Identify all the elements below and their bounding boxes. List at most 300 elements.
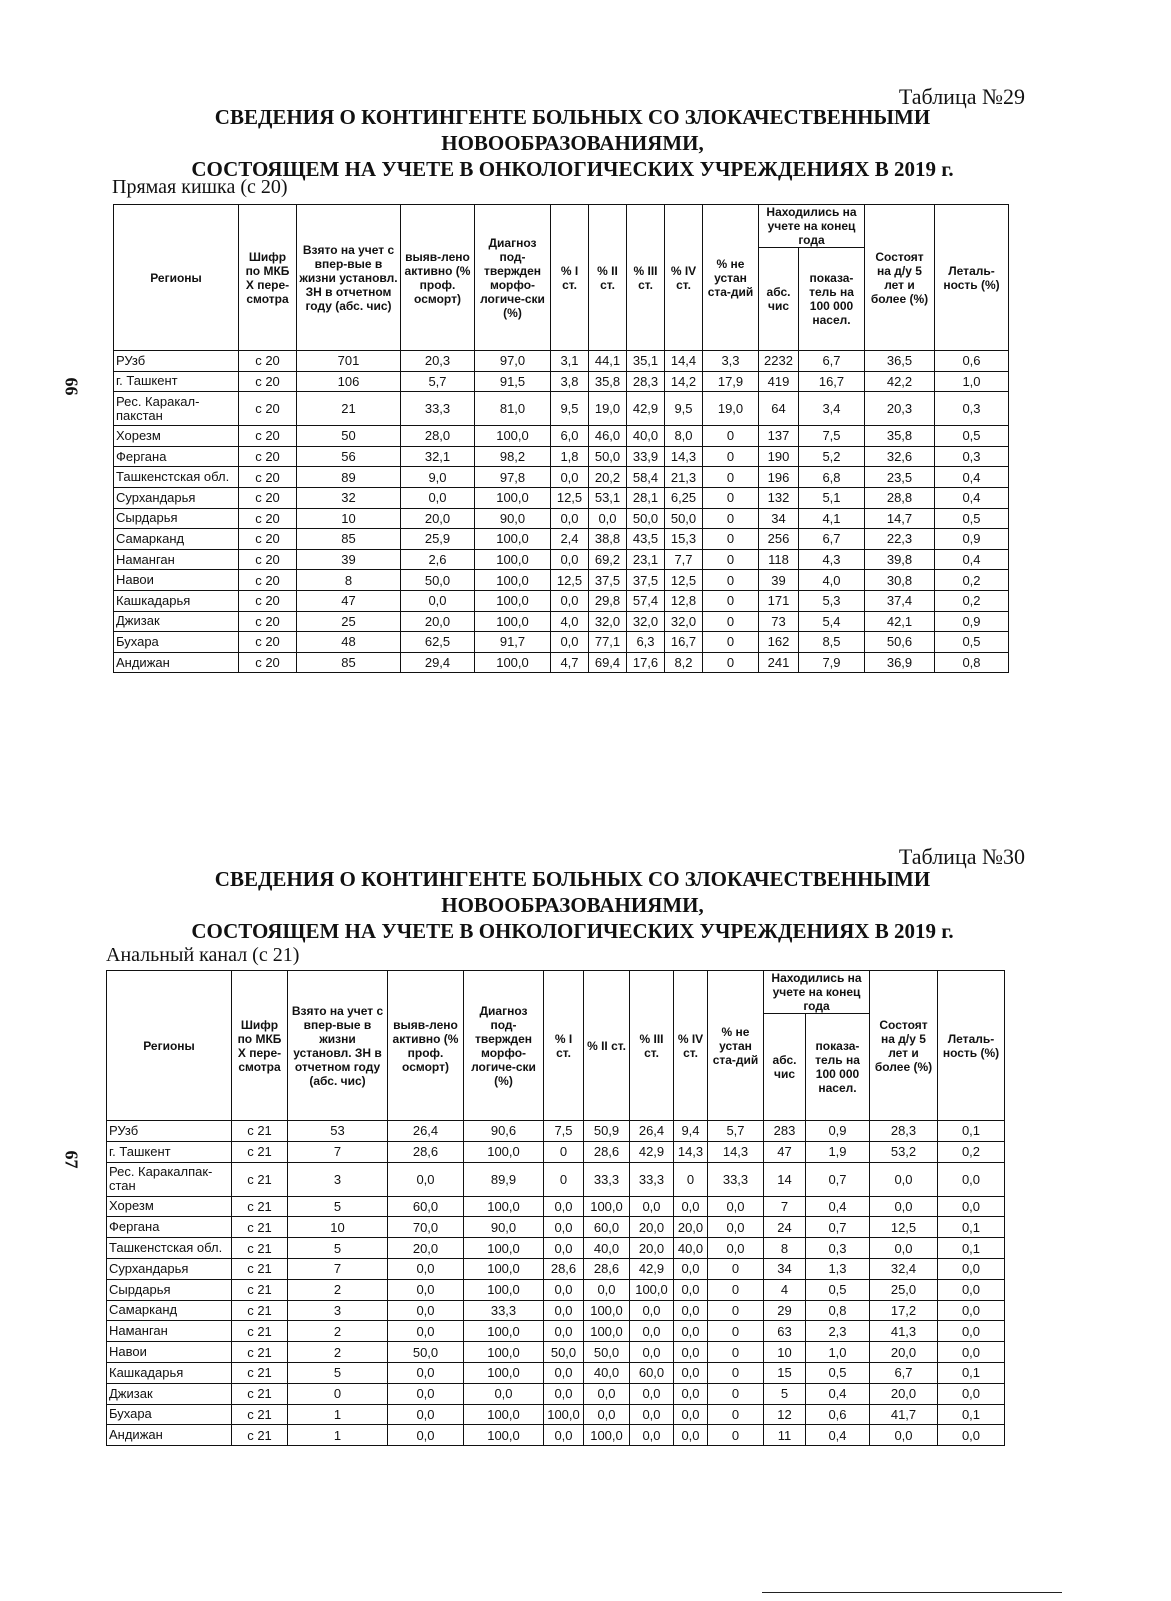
cell-five-years: 25,0 <box>870 1279 938 1300</box>
cell-region: Сырдарья <box>107 1279 232 1300</box>
cell-lethality: 1,0 <box>935 371 1009 392</box>
header-registered-end-year: Находились на учете на конец года <box>764 971 870 1014</box>
cell-stage-3: 58,4 <box>627 467 665 488</box>
cell-lethality: 0,2 <box>935 590 1009 611</box>
header-abs: абс. чис <box>764 1014 806 1121</box>
cell-registered-abs: 190 <box>759 446 799 467</box>
cell-stage-2: 0,0 <box>584 1279 630 1300</box>
cell-region: Рес. Каракалпак-стан <box>107 1162 232 1196</box>
cell-lethality: 0,4 <box>935 487 1009 508</box>
cell-stage-1: 4,7 <box>551 652 589 673</box>
cell-active-detection: 0,0 <box>388 1425 464 1446</box>
cell-registered-abs: 283 <box>764 1121 806 1142</box>
table-row <box>107 1121 1005 1142</box>
table-number: Таблица №30 <box>898 844 1025 869</box>
cell-stage-3: 60,0 <box>630 1362 674 1383</box>
cell-active-detection: 0,0 <box>388 1258 464 1279</box>
header-mkb-code: Шифр по МКБ X пере-смотра <box>232 971 288 1121</box>
cell-morph-confirmed: 100,0 <box>475 549 551 570</box>
cell-per-100k: 0,6 <box>806 1404 870 1425</box>
cell-stage-unknown: 0 <box>703 549 759 570</box>
cell-stage-3: 50,0 <box>627 508 665 529</box>
footer-rule <box>762 1592 1062 1593</box>
cell-mkb-code: с 21 <box>232 1238 288 1259</box>
cell-mkb-code: с 20 <box>239 611 297 632</box>
cell-stage-4: 0,0 <box>674 1300 708 1321</box>
header-5-years: Состоят на д/у 5 лет и более (%) <box>865 205 935 351</box>
cell-mkb-code: с 21 <box>232 1258 288 1279</box>
cell-five-years: 35,8 <box>865 426 935 447</box>
cell-stage-2: 35,8 <box>589 371 627 392</box>
table-row <box>107 1217 1005 1238</box>
cell-stage-unknown: 0,0 <box>708 1196 764 1217</box>
cell-mkb-code: с 20 <box>239 487 297 508</box>
cell-new-cases: 10 <box>297 508 401 529</box>
cell-registered-abs: 34 <box>764 1258 806 1279</box>
cell-region: РУзб <box>114 351 239 372</box>
table-title-line-2: СОСТОЯЩЕМ НА УЧЕТЕ В ОНКОЛОГИЧЕСКИХ УЧРЕЖДЕНИЯХ В 2019 г. <box>191 157 954 181</box>
cell-stage-2: 69,4 <box>589 652 627 673</box>
cell-five-years: 0,0 <box>870 1238 938 1259</box>
cell-registered-abs: 29 <box>764 1300 806 1321</box>
header-morph-confirmed: Диагноз под-твержден морфо-логиче-ски (%) <box>475 205 551 351</box>
cell-per-100k: 0,8 <box>806 1300 870 1321</box>
cell-stage-3: 33,3 <box>630 1162 674 1196</box>
header-stage-2: % II ст. <box>589 205 627 351</box>
cell-lethality: 0,0 <box>938 1321 1005 1342</box>
cell-new-cases: 5 <box>288 1196 388 1217</box>
cell-lethality: 0,0 <box>938 1279 1005 1300</box>
cell-stage-3: 0,0 <box>630 1196 674 1217</box>
cell-lethality: 0,0 <box>938 1258 1005 1279</box>
cell-registered-abs: 8 <box>764 1238 806 1259</box>
cell-morph-confirmed: 100,0 <box>475 570 551 591</box>
cell-morph-confirmed: 100,0 <box>475 426 551 447</box>
cell-stage-2: 40,0 <box>584 1238 630 1259</box>
cell-stage-1: 28,6 <box>544 1258 584 1279</box>
cell-new-cases: 85 <box>297 529 401 550</box>
cell-active-detection: 25,9 <box>401 529 475 550</box>
cell-active-detection: 20,0 <box>401 611 475 632</box>
table-row <box>114 351 1009 372</box>
cell-morph-confirmed: 100,0 <box>464 1425 544 1446</box>
cell-stage-1: 0,0 <box>544 1321 584 1342</box>
table-row <box>114 570 1009 591</box>
header-5-years: Состоят на д/у 5 лет и более (%) <box>870 971 938 1121</box>
cell-active-detection: 0,0 <box>388 1404 464 1425</box>
data-table-29 <box>113 204 1009 673</box>
cell-stage-4: 0,0 <box>674 1383 708 1404</box>
cell-new-cases: 21 <box>297 392 401 426</box>
cell-stage-1: 0,0 <box>551 549 589 570</box>
cell-morph-confirmed: 81,0 <box>475 392 551 426</box>
cell-stage-unknown: 14,3 <box>708 1141 764 1162</box>
cell-new-cases: 5 <box>288 1362 388 1383</box>
cell-mkb-code: с 21 <box>232 1425 288 1446</box>
cell-stage-2: 37,5 <box>589 570 627 591</box>
cell-stage-1: 0,0 <box>544 1362 584 1383</box>
cell-stage-1: 0,0 <box>544 1238 584 1259</box>
header-active-detection: выяв-лено активно (% проф. осморт) <box>401 205 475 351</box>
cell-active-detection: 20,0 <box>401 508 475 529</box>
cell-stage-unknown: 0 <box>703 508 759 529</box>
header-stage-1: % I ст. <box>551 205 589 351</box>
cell-new-cases: 5 <box>288 1238 388 1259</box>
cell-morph-confirmed: 100,0 <box>464 1141 544 1162</box>
cell-registered-abs: 256 <box>759 529 799 550</box>
cell-registered-abs: 73 <box>759 611 799 632</box>
cell-stage-unknown: 0 <box>703 467 759 488</box>
header-abs: абс. чис <box>759 248 799 351</box>
header-stage-unknown: % не устан ста-дий <box>703 205 759 351</box>
cell-stage-2: 29,8 <box>589 590 627 611</box>
cell-stage-3: 33,9 <box>627 446 665 467</box>
cell-stage-1: 0 <box>544 1162 584 1196</box>
cell-lethality: 0,0 <box>938 1425 1005 1446</box>
cell-stage-3: 35,1 <box>627 351 665 372</box>
cell-stage-3: 0,0 <box>630 1342 674 1363</box>
cell-five-years: 20,0 <box>870 1342 938 1363</box>
cell-five-years: 37,4 <box>865 590 935 611</box>
cell-mkb-code: с 21 <box>232 1141 288 1162</box>
cell-stage-unknown: 19,0 <box>703 392 759 426</box>
cell-region: РУзб <box>107 1121 232 1142</box>
cell-stage-unknown: 0 <box>703 426 759 447</box>
cell-new-cases: 7 <box>288 1141 388 1162</box>
cell-mkb-code: с 21 <box>232 1217 288 1238</box>
cell-lethality: 0,5 <box>935 632 1009 653</box>
cell-region: г. Ташкент <box>107 1141 232 1162</box>
cell-lethality: 0,4 <box>935 549 1009 570</box>
cell-stage-3: 6,3 <box>627 632 665 653</box>
cell-mkb-code: с 21 <box>232 1121 288 1142</box>
cell-stage-1: 12,5 <box>551 570 589 591</box>
cell-lethality: 0,2 <box>938 1141 1005 1162</box>
cell-five-years: 6,7 <box>870 1362 938 1383</box>
cell-per-100k: 0,5 <box>806 1362 870 1383</box>
cell-active-detection: 33,3 <box>401 392 475 426</box>
cell-stage-unknown: 33,3 <box>708 1162 764 1196</box>
table-row <box>107 1383 1005 1404</box>
cell-stage-1: 1,8 <box>551 446 589 467</box>
cell-region: Наманган <box>107 1321 232 1342</box>
cell-region: Хорезм <box>114 426 239 447</box>
table-row <box>114 371 1009 392</box>
cell-five-years: 53,2 <box>870 1141 938 1162</box>
cell-region: Сурхандарья <box>107 1258 232 1279</box>
cell-mkb-code: с 20 <box>239 351 297 372</box>
header-morph-confirmed: Диагноз под-твержден морфо-логиче-ски (%) <box>464 971 544 1121</box>
cell-new-cases: 1 <box>288 1425 388 1446</box>
cell-morph-confirmed: 89,9 <box>464 1162 544 1196</box>
cell-stage-2: 19,0 <box>589 392 627 426</box>
cell-five-years: 28,8 <box>865 487 935 508</box>
cell-active-detection: 32,1 <box>401 446 475 467</box>
cell-region: Андижан <box>107 1425 232 1446</box>
cell-morph-confirmed: 90,6 <box>464 1121 544 1142</box>
cell-active-detection: 60,0 <box>388 1196 464 1217</box>
cell-registered-abs: 34 <box>759 508 799 529</box>
cell-stage-3: 43,5 <box>627 529 665 550</box>
cell-per-100k: 5,3 <box>799 590 865 611</box>
cell-stage-4: 0,0 <box>674 1196 708 1217</box>
cell-per-100k: 1,3 <box>806 1258 870 1279</box>
cell-active-detection: 5,7 <box>401 371 475 392</box>
cell-stage-1: 0,0 <box>544 1300 584 1321</box>
cell-stage-3: 23,1 <box>627 549 665 570</box>
cell-stage-2: 100,0 <box>584 1425 630 1446</box>
table-number: Таблица №29 <box>898 84 1025 109</box>
cell-stage-unknown: 0 <box>708 1300 764 1321</box>
cell-per-100k: 0,5 <box>806 1279 870 1300</box>
cell-stage-unknown: 0,0 <box>708 1217 764 1238</box>
cell-lethality: 0,2 <box>935 570 1009 591</box>
cell-stage-unknown: 17,9 <box>703 371 759 392</box>
cell-stage-3: 32,0 <box>627 611 665 632</box>
cell-stage-4: 8,2 <box>665 652 703 673</box>
table-title-line-2: СОСТОЯЩЕМ НА УЧЕТЕ В ОНКОЛОГИЧЕСКИХ УЧРЕЖДЕНИЯХ В 2019 г. <box>191 919 954 943</box>
header-new-cases: Взято на учет с впер-вые в жизни установл. ЗН в отчетном году (абс. чис) <box>297 205 401 351</box>
cell-registered-abs: 15 <box>764 1362 806 1383</box>
cell-stage-unknown: 0 <box>708 1404 764 1425</box>
cell-stage-3: 28,1 <box>627 487 665 508</box>
cell-five-years: 20,3 <box>865 392 935 426</box>
cell-region: Ташкенстская обл. <box>114 467 239 488</box>
cell-per-100k: 3,4 <box>799 392 865 426</box>
cell-per-100k: 16,7 <box>799 371 865 392</box>
cell-morph-confirmed: 100,0 <box>464 1404 544 1425</box>
table-row <box>107 1362 1005 1383</box>
cell-stage-4: 9,4 <box>674 1121 708 1142</box>
cell-stage-4: 7,7 <box>665 549 703 570</box>
cell-five-years: 32,6 <box>865 446 935 467</box>
cell-stage-2: 50,0 <box>589 446 627 467</box>
cell-per-100k: 0,4 <box>806 1425 870 1446</box>
cell-stage-3: 37,5 <box>627 570 665 591</box>
table-row <box>107 1258 1005 1279</box>
cell-stage-4: 0,0 <box>674 1404 708 1425</box>
cell-region: Бухара <box>107 1404 232 1425</box>
cell-stage-4: 0,0 <box>674 1279 708 1300</box>
cell-morph-confirmed: 33,3 <box>464 1300 544 1321</box>
cell-five-years: 22,3 <box>865 529 935 550</box>
cell-stage-4: 0 <box>674 1162 708 1196</box>
cell-stage-2: 100,0 <box>584 1321 630 1342</box>
cell-lethality: 0,3 <box>935 392 1009 426</box>
cell-mkb-code: с 21 <box>232 1404 288 1425</box>
cell-stage-4: 16,7 <box>665 632 703 653</box>
cell-morph-confirmed: 100,0 <box>464 1362 544 1383</box>
cell-stage-1: 0,0 <box>551 508 589 529</box>
cell-registered-abs: 63 <box>764 1321 806 1342</box>
cell-stage-4: 20,0 <box>674 1217 708 1238</box>
cell-stage-3: 0,0 <box>630 1425 674 1446</box>
cell-stage-4: 0,0 <box>674 1362 708 1383</box>
cell-morph-confirmed: 100,0 <box>475 652 551 673</box>
cell-stage-2: 50,9 <box>584 1121 630 1142</box>
cell-stage-1: 2,4 <box>551 529 589 550</box>
cell-active-detection: 0,0 <box>401 590 475 611</box>
cell-stage-3: 0,0 <box>630 1383 674 1404</box>
cell-stage-4: 32,0 <box>665 611 703 632</box>
cell-stage-3: 17,6 <box>627 652 665 673</box>
cell-active-detection: 28,6 <box>388 1141 464 1162</box>
cell-stage-1: 0 <box>544 1141 584 1162</box>
table-title-line-1: СВЕДЕНИЯ О КОНТИНГЕНТЕ БОЛЬНЫХ СО ЗЛОКАЧЕСТВЕННЫМИ НОВООБРАЗОВАНИЯМИ, <box>214 105 931 155</box>
cell-stage-1: 3,1 <box>551 351 589 372</box>
cell-mkb-code: с 20 <box>239 529 297 550</box>
cell-stage-4: 14,2 <box>665 371 703 392</box>
cell-active-detection: 62,5 <box>401 632 475 653</box>
cell-per-100k: 2,3 <box>806 1321 870 1342</box>
cell-registered-abs: 24 <box>764 1217 806 1238</box>
cell-morph-confirmed: 91,7 <box>475 632 551 653</box>
cell-stage-2: 50,0 <box>584 1342 630 1363</box>
cell-morph-confirmed: 100,0 <box>475 487 551 508</box>
cell-new-cases: 48 <box>297 632 401 653</box>
cell-stage-2: 100,0 <box>584 1300 630 1321</box>
cell-active-detection: 70,0 <box>388 1217 464 1238</box>
cell-stage-4: 0,0 <box>674 1321 708 1342</box>
header-stage-4: % IV ст. <box>665 205 703 351</box>
cell-per-100k: 0,7 <box>806 1217 870 1238</box>
table-row <box>114 529 1009 550</box>
cell-new-cases: 32 <box>297 487 401 508</box>
cell-morph-confirmed: 100,0 <box>464 1342 544 1363</box>
cell-stage-1: 0,0 <box>551 632 589 653</box>
cell-five-years: 32,4 <box>870 1258 938 1279</box>
cell-stage-unknown: 0 <box>708 1383 764 1404</box>
cell-five-years: 41,7 <box>870 1404 938 1425</box>
cell-morph-confirmed: 100,0 <box>475 590 551 611</box>
table-row <box>107 1196 1005 1217</box>
cell-lethality: 0,1 <box>938 1217 1005 1238</box>
cell-stage-2: 69,2 <box>589 549 627 570</box>
cell-lethality: 0,1 <box>938 1404 1005 1425</box>
table-row <box>114 590 1009 611</box>
cell-mkb-code: с 21 <box>232 1362 288 1383</box>
cell-per-100k: 1,0 <box>806 1342 870 1363</box>
cell-registered-abs: 47 <box>764 1141 806 1162</box>
cell-per-100k: 7,9 <box>799 652 865 673</box>
cell-active-detection: 2,6 <box>401 549 475 570</box>
cell-new-cases: 10 <box>288 1217 388 1238</box>
cell-lethality: 0,1 <box>938 1362 1005 1383</box>
cell-active-detection: 0,0 <box>388 1162 464 1196</box>
cell-region: Кашкадарья <box>107 1362 232 1383</box>
cell-active-detection: 0,0 <box>388 1383 464 1404</box>
cell-stage-unknown: 0 <box>703 529 759 550</box>
cell-mkb-code: с 21 <box>232 1162 288 1196</box>
cell-stage-2: 100,0 <box>584 1196 630 1217</box>
cell-new-cases: 2 <box>288 1279 388 1300</box>
cell-stage-2: 28,6 <box>584 1141 630 1162</box>
cell-mkb-code: с 21 <box>232 1342 288 1363</box>
cell-five-years: 36,9 <box>865 652 935 673</box>
cell-stage-2: 32,0 <box>589 611 627 632</box>
cell-region: Хорезм <box>107 1196 232 1217</box>
cell-stage-4: 15,3 <box>665 529 703 550</box>
cell-registered-abs: 171 <box>759 590 799 611</box>
cell-stage-2: 0,0 <box>589 508 627 529</box>
cell-new-cases: 25 <box>297 611 401 632</box>
cell-active-detection: 20,0 <box>388 1238 464 1259</box>
cell-stage-unknown: 0 <box>708 1258 764 1279</box>
cell-five-years: 36,5 <box>865 351 935 372</box>
cell-per-100k: 0,7 <box>806 1162 870 1196</box>
cell-region: Джизак <box>107 1383 232 1404</box>
cell-stage-4: 12,8 <box>665 590 703 611</box>
cell-stage-3: 100,0 <box>630 1279 674 1300</box>
cell-stage-unknown: 0 <box>703 487 759 508</box>
cell-morph-confirmed: 91,5 <box>475 371 551 392</box>
header-stage-3: % III ст. <box>630 971 674 1121</box>
cell-region: Самарканд <box>114 529 239 550</box>
cell-registered-abs: 137 <box>759 426 799 447</box>
cell-five-years: 0,0 <box>870 1162 938 1196</box>
cell-stage-1: 0,0 <box>544 1196 584 1217</box>
cell-stage-1: 50,0 <box>544 1342 584 1363</box>
cell-new-cases: 3 <box>288 1300 388 1321</box>
cell-per-100k: 6,8 <box>799 467 865 488</box>
page-number-67: 67 <box>61 1150 82 1169</box>
table-row <box>114 467 1009 488</box>
table-subtitle: Прямая кишка (с 20) <box>112 176 288 198</box>
header-stage-2: % II ст. <box>584 971 630 1121</box>
cell-stage-unknown: 0 <box>703 652 759 673</box>
cell-registered-abs: 12 <box>764 1404 806 1425</box>
cell-new-cases: 53 <box>288 1121 388 1142</box>
cell-stage-unknown: 5,7 <box>708 1121 764 1142</box>
cell-active-detection: 50,0 <box>388 1342 464 1363</box>
cell-stage-4: 14,3 <box>665 446 703 467</box>
cell-active-detection: 26,4 <box>388 1121 464 1142</box>
table-subtitle: Анальный канал (с 21) <box>106 944 300 966</box>
cell-lethality: 0,5 <box>935 508 1009 529</box>
cell-new-cases: 3 <box>288 1162 388 1196</box>
header-regions: Регионы <box>107 971 232 1121</box>
cell-stage-1: 0,0 <box>544 1425 584 1446</box>
cell-active-detection: 0,0 <box>388 1362 464 1383</box>
table-row <box>114 632 1009 653</box>
table-row <box>114 426 1009 447</box>
cell-five-years: 14,7 <box>865 508 935 529</box>
cell-stage-1: 0,0 <box>544 1383 584 1404</box>
cell-five-years: 20,0 <box>870 1383 938 1404</box>
cell-stage-unknown: 0 <box>708 1321 764 1342</box>
cell-lethality: 0,0 <box>938 1196 1005 1217</box>
cell-stage-4: 9,5 <box>665 392 703 426</box>
cell-five-years: 50,6 <box>865 632 935 653</box>
cell-stage-1: 0,0 <box>544 1279 584 1300</box>
cell-mkb-code: с 21 <box>232 1383 288 1404</box>
cell-registered-abs: 14 <box>764 1162 806 1196</box>
cell-stage-2: 38,8 <box>589 529 627 550</box>
cell-region: Сырдарья <box>114 508 239 529</box>
table-row <box>107 1404 1005 1425</box>
header-active-detection: выяв-лено активно (% проф. осморт) <box>388 971 464 1121</box>
cell-per-100k: 5,4 <box>799 611 865 632</box>
cell-stage-1: 0,0 <box>551 467 589 488</box>
cell-morph-confirmed: 90,0 <box>475 508 551 529</box>
cell-morph-confirmed: 100,0 <box>464 1258 544 1279</box>
cell-region: Самарканд <box>107 1300 232 1321</box>
cell-stage-1: 7,5 <box>544 1121 584 1142</box>
cell-active-detection: 9,0 <box>401 467 475 488</box>
cell-region: Сурхандарья <box>114 487 239 508</box>
cell-stage-4: 8,0 <box>665 426 703 447</box>
cell-stage-3: 20,0 <box>630 1217 674 1238</box>
